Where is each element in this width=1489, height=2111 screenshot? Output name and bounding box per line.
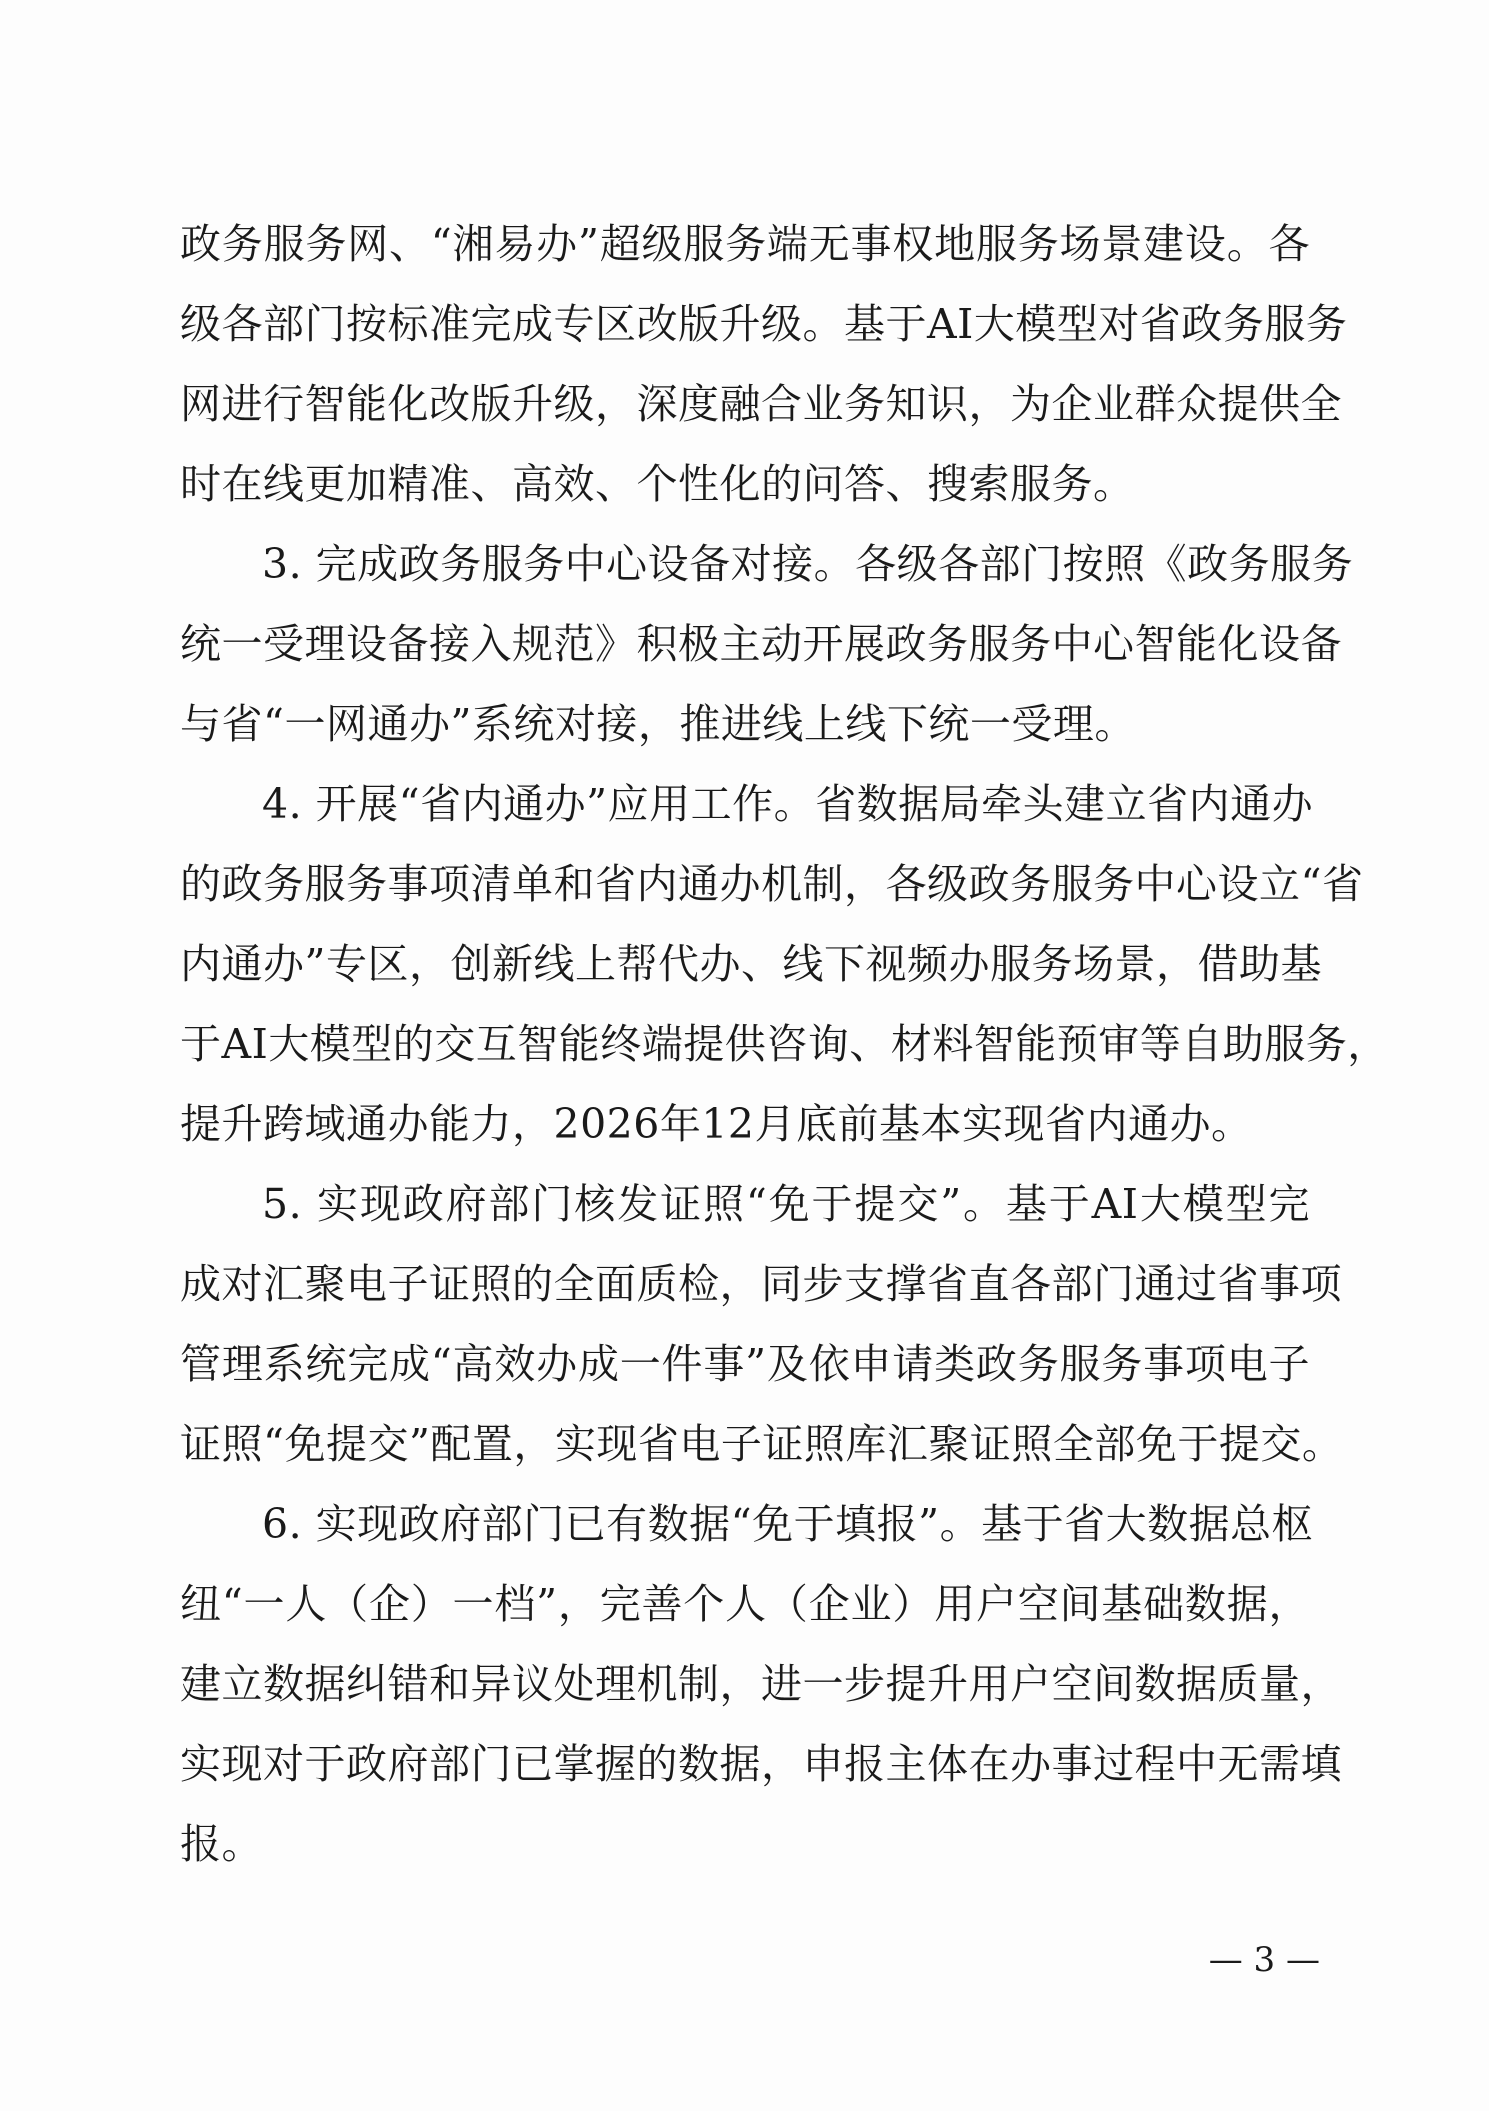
text-line: 与省“一网通办”系统对接，推进线上线下统一受理。 bbox=[180, 700, 1136, 748]
text-line: 4. 开展“省内通办”应用工作。省数据局牵头建立省内通办 bbox=[262, 780, 1314, 828]
text-line: 证照“免提交”配置，实现省电子证照库汇聚证照全部免于提交。 bbox=[180, 1420, 1344, 1468]
text-line: 6. 实现政府部门已有数据“免于填报”。基于省大数据总枢 bbox=[262, 1500, 1314, 1548]
text-line: 级各部门按标准完成专区改版升级。基于AI大模型对省政务服务 bbox=[180, 300, 1348, 348]
text-line: 统一受理设备接入规范》积极主动开展政务服务中心智能化设备 bbox=[180, 620, 1342, 668]
text-line: 内通办”专区，创新线上帮代办、线下视频办服务场景，借助基 bbox=[180, 940, 1322, 988]
text-line: 建立数据纠错和异议处理机制，进一步提升用户空间数据质量， bbox=[180, 1660, 1342, 1708]
text-line: 成对汇聚电子证照的全面质检，同步支撑省直各部门通过省事项 bbox=[180, 1260, 1342, 1308]
text-line: 于AI大模型的交互智能终端提供咨询、材料智能预审等自助服务， bbox=[180, 1020, 1389, 1068]
text-line: 提升跨域通办能力，2026年12月底前基本实现省内通办。 bbox=[180, 1100, 1253, 1148]
text-line: 政务服务网、“湘易办”超级服务端无事权地服务场景建设。各 bbox=[180, 220, 1310, 268]
text-line: 纽“一人（企）一档”，完善个人（企业）用户空间基础数据， bbox=[180, 1580, 1310, 1628]
page-number: — 3 — bbox=[1208, 1940, 1320, 1980]
text-line: 报。 bbox=[180, 1820, 263, 1868]
text-line: 管理系统完成“高效办成一件事”及依申请类政务服务事项电子 bbox=[180, 1340, 1310, 1388]
text-line: 实现对于政府部门已掌握的数据，申报主体在办事过程中无需填 bbox=[180, 1740, 1342, 1788]
text-line: 5. 实现政府部门核发证照“免于提交”。基于AI大模型完 bbox=[262, 1180, 1310, 1228]
text-line: 网进行智能化改版升级，深度融合业务知识，为企业群众提供全 bbox=[180, 380, 1342, 428]
text-line: 时在线更加精准、高效、个性化的问答、搜索服务。 bbox=[180, 460, 1135, 508]
text-line: 3. 完成政务服务中心设备对接。各级各部门按照《政务服务 bbox=[262, 540, 1354, 588]
text-line: 的政务服务事项清单和省内通办机制，各级政务服务中心设立“省 bbox=[180, 860, 1364, 908]
